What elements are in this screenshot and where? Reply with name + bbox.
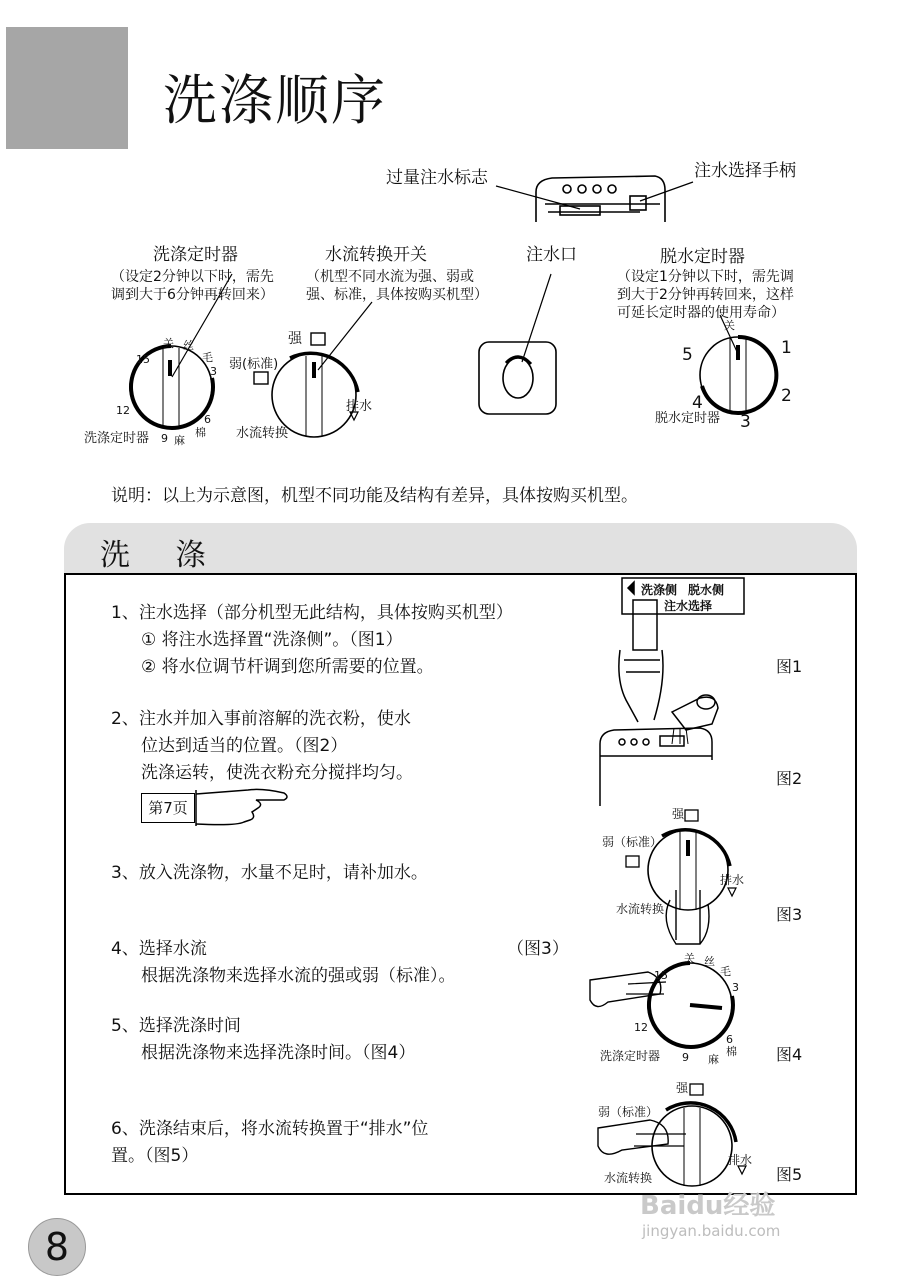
fig3-strong: 强 <box>672 807 685 821</box>
step-2-line-2: 位达到适当的位置。（图2） <box>141 736 348 756</box>
spin-timer-heading: 脱水定时器 <box>660 247 745 267</box>
wash-mark-linen: 麻 <box>174 434 185 447</box>
step-5-line-1: 5、选择洗涤时间 <box>111 1016 241 1036</box>
wash-mark-off: 关 <box>163 337 174 350</box>
spin-mark-2: 2 <box>781 386 792 406</box>
overflow-mark-label: 过量注水标志 <box>386 168 488 188</box>
fig1-spin-side: 脱水侧 <box>688 583 725 597</box>
wash-mark-6: 6 <box>204 413 211 426</box>
step-1-line-3: ② 将水位调节杆调到您所需要的位置。 <box>141 657 434 677</box>
fig2-caption: 图2 <box>776 769 803 788</box>
fig3-caption: 图3 <box>776 905 803 924</box>
step-4-ref: （图3） <box>507 939 569 959</box>
fig4-mark-silk: 丝 <box>704 955 715 968</box>
page-number: 8 <box>44 1225 70 1269</box>
wash-timer-desc-2: 调到大于6分钟再转回来） <box>111 287 274 303</box>
wash-timer-desc-1: （设定2分钟以下时，需先 <box>111 269 274 285</box>
wash-mark-3: 3 <box>210 365 217 378</box>
fig3-drain: 排水 <box>720 873 745 887</box>
spin-dial-label: 脱水定时器 <box>655 411 721 426</box>
spin-mark-1: 1 <box>781 338 792 358</box>
watermark-url: jingyan.baidu.com <box>642 1222 781 1240</box>
fig5-dial-label: 水流转换 <box>604 1171 653 1185</box>
fig4-caption: 图4 <box>776 1045 803 1064</box>
diagram-note: 说明：以上为示意图，机型不同功能及结构有差异，具体按购买机型。 <box>111 486 638 506</box>
step-1-line-2: ① 将注水选择置“洗涤侧”。（图1） <box>141 630 403 650</box>
fig4-mark-12: 12 <box>634 1021 648 1034</box>
wash-dial-label: 洗涤定时器 <box>84 431 150 446</box>
step-6-line-2: 置。（图5） <box>111 1146 199 1166</box>
inlet-drawing <box>479 274 556 414</box>
spin-timer-desc-1: （设定1分钟以下时，需先调 <box>617 269 794 285</box>
fig1-caption: 图1 <box>776 657 803 676</box>
step-4-line-2: 根据洗涤物来选择水流的强或弱（标准）。 <box>141 966 456 986</box>
spin-timer-desc-2: 到大于2分钟再转回来，这样 <box>617 287 794 303</box>
fig4-mark-6: 6 <box>726 1033 733 1046</box>
fig5-strong: 强 <box>676 1081 689 1095</box>
flow-strong-label: 强 <box>288 331 302 347</box>
flow-weak-label: 弱(标准) <box>229 357 279 372</box>
watermark-logo: Baidu经验 <box>640 1191 776 1221</box>
wash-timer-heading: 洗涤定时器 <box>153 245 238 265</box>
wash-mark-cotton: 棉 <box>195 426 206 439</box>
fig4-mark-off: 关 <box>684 952 695 965</box>
page-ref-box: 第7页 <box>141 793 195 823</box>
fig4-mark-15: 15 <box>654 969 668 982</box>
wash-mark-silk: 丝 <box>183 339 194 352</box>
spin-mark-5: 5 <box>682 345 693 365</box>
wash-mark-wool: 毛 <box>202 351 213 364</box>
fig5-caption: 图5 <box>776 1165 803 1184</box>
step-5-line-2: 根据洗涤物来选择洗涤时间。（图4） <box>141 1043 416 1063</box>
flow-dial-label: 水流转换 <box>236 426 289 441</box>
fig3-dial-label: 水流转换 <box>616 902 665 916</box>
fig1-select: 注水选择 <box>664 599 713 613</box>
step-6-line-1: 6、洗涤结束后，将水流转换置于“排水”位 <box>111 1119 429 1139</box>
spin-mark-off: 关 <box>724 319 735 332</box>
step-1-line-1: 1、注水选择（部分机型无此结构，具体按购买机型） <box>111 603 513 623</box>
fig4-mark-cotton: 棉 <box>726 1045 737 1058</box>
fig5-weak: 弱（标准） <box>598 1105 659 1119</box>
flow-switch-desc-2: 强、标准，具体按购买机型） <box>306 287 488 303</box>
flow-drain-label: 排水 <box>346 399 373 414</box>
fig3-weak: 弱（标准） <box>602 835 663 849</box>
wash-mark-15: 15 <box>136 353 150 366</box>
fig1-wash-side: 洗涤侧 <box>641 583 678 597</box>
fig4-mark-linen: 麻 <box>708 1053 719 1066</box>
fig4-mark-wool: 毛 <box>720 965 731 978</box>
spin-timer-dial <box>700 315 776 413</box>
wash-mark-9: 9 <box>161 432 168 445</box>
wash-mark-12: 12 <box>116 404 130 417</box>
fig4-dial-label: 洗涤定时器 <box>600 1049 661 1063</box>
spin-mark-3: 3 <box>740 412 751 432</box>
fig4-mark-3: 3 <box>732 981 739 994</box>
page-title: 洗涤顺序 <box>163 69 387 132</box>
flow-switch-desc-1: （机型不同水流为强、弱或 <box>306 269 474 285</box>
water-select-handle-label: 注水选择手柄 <box>694 161 796 181</box>
step-2-line-3: 洗涤运转，使洗衣粉充分搅拌均匀。 <box>141 763 413 783</box>
step-4-line-1: 4、选择水流 <box>111 939 207 959</box>
spin-timer-desc-3: 可延长定时器的使用寿命） <box>617 305 785 321</box>
fig5-drain: 排水 <box>728 1153 753 1167</box>
control-panel-drawing <box>496 176 693 222</box>
step-2-line-1: 2、注水并加入事前溶解的洗衣粉，使水 <box>111 709 411 729</box>
spin-mark-4: 4 <box>692 393 703 413</box>
step-3-line-1: 3、放入洗涤物，水量不足时，请补加水。 <box>111 863 428 883</box>
inlet-heading: 注水口 <box>526 245 577 265</box>
fig4-mark-9: 9 <box>682 1051 689 1064</box>
flow-switch-heading: 水流转换开关 <box>325 245 427 265</box>
section-title: 洗 涤 <box>100 538 224 573</box>
